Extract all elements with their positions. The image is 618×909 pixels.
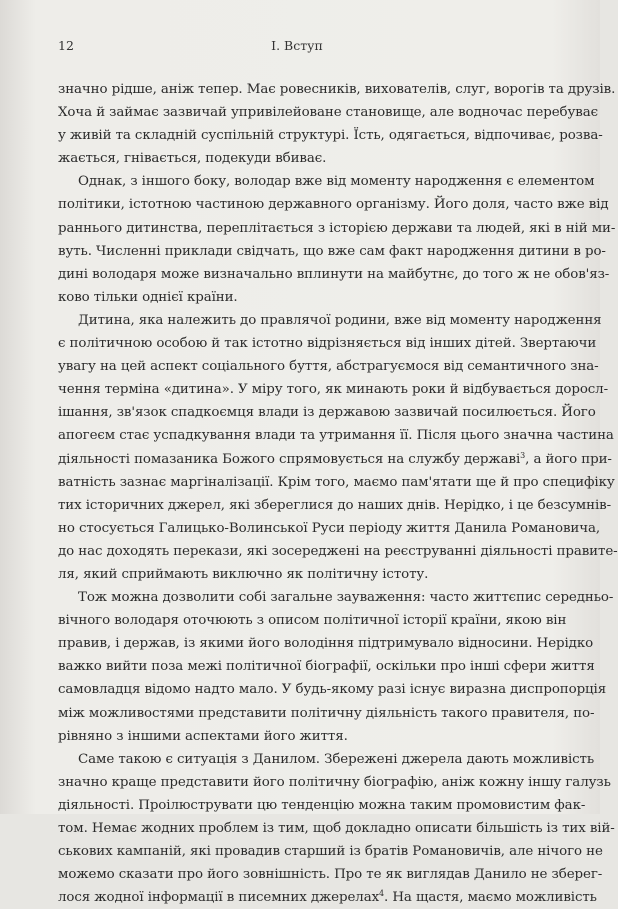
text-line: значно краще представити його політичну біографію, аніж кожну іншу галузь — [58, 774, 611, 790]
text-line: вічного володаря оточюють з описом політичної історії країни, якою він — [58, 613, 567, 629]
text-line: діяльності. Проілюструвати цю тенденцію можна таким промовистим фак- — [58, 797, 586, 813]
section-title: I. Вступ — [271, 38, 323, 53]
text-line: вуть. Численні приклади свідчать, що вже сам факт народження дитини в ро- — [58, 243, 606, 259]
text-line: можемо сказати про його зовнішність. Про те як виглядав Данило не зберег- — [58, 867, 603, 883]
text-line: чення терміна «дитина». У міру того, як минають роки й відбувається доросл- — [58, 382, 609, 398]
text-line: ля, який сприймають виключно як політичну істоту. — [58, 566, 429, 582]
text-line: Хоча й займає зазвичай упривілейоване становище, але водночас перебуває — [58, 105, 599, 121]
text-line: правив, і держав, із якими його володіння підтримувало відносини. Нерідко — [58, 636, 594, 652]
text-line: самовладця відомо надто мало. У будь-якому разі існує виразна диспропорція — [58, 682, 607, 698]
text-line-with-footnote — [58, 448, 612, 471]
paragraph — [58, 309, 618, 586]
text-line: Однак, з іншого боку, володар вже від моменту народження є елементом — [78, 174, 595, 190]
footnote-ref-4[interactable]: 4 — [379, 889, 385, 899]
text-line-end: , а його при- — [525, 451, 612, 467]
text-line: важко вийти поза межі політичної біографії, оскільки про інші сфери життя — [58, 659, 595, 675]
text-line: є політичною особою й так істотно відрізняється від інших дітей. Звертаючи — [58, 336, 597, 352]
paragraph — [58, 586, 614, 748]
text-line: між можливостями представити політичну діяльність такого правителя, по- — [58, 705, 595, 721]
text-line: жається, гнівається, подекуди вбиває. — [58, 151, 327, 167]
text-line: у живій та складній суспільній структурі. Їсть, одягається, відпочиває, розва- — [58, 128, 603, 144]
text-line: рівняно з іншими аспектами його життя. — [58, 728, 348, 744]
text-line-start: діяльності помазаника Божого спрямовується на службу державі — [58, 451, 521, 467]
text-line: Тож можна дозволити собі загальне зауваження: часто життєпис середньо- — [78, 590, 614, 606]
footnote-ref-3[interactable]: 3 — [520, 450, 526, 460]
paragraph — [58, 170, 616, 309]
text-line: політики, істотною частиною державного організму. Його доля, часто вже від — [58, 197, 609, 213]
text-line: Дитина, яка належить до правлячої родини, вже від моменту народження — [78, 312, 602, 328]
text-line-end: . На щастя, маємо можливість — [384, 890, 597, 906]
text-line: дині володаря може визначально вплинути на майбутнє, до того ж не обов'яз- — [58, 266, 610, 282]
text-line: тих історичних джерел, які збереглися до наших днів. Нерідко, і це безсумнів- — [58, 497, 611, 513]
text-line: увагу на цей аспект соціального буття, абстрагуємося від семантичного зна- — [58, 359, 599, 375]
text-line: Саме такою є ситуація з Данилом. Збережені джерела дають можливість — [78, 751, 595, 767]
running-head — [58, 38, 536, 58]
body-text — [58, 78, 618, 909]
paragraph — [58, 748, 615, 909]
text-line: но стосується Галицько-Волинської Руси періоду життя Данила Романовича, — [58, 520, 601, 536]
text-line-start: лося жодної інформації в писемних джерелах — [58, 890, 380, 906]
text-line: значно рідше, аніж тепер. Має ровесників, вихователів, слуг, ворогів та друзів. — [58, 82, 616, 97]
text-line: апогеєм стає успадкування влади та утримання її. Після цього значна частина — [58, 428, 614, 444]
text-line: ішання, зв'язок спадкоємця влади із державою зазвичай посилюється. Його — [58, 405, 596, 421]
page-number: 12 — [58, 38, 74, 53]
text-line: ськових кампаній, які провадив старший із братів Романовичів, але нічого не — [58, 844, 603, 860]
text-line: до нас доходять перекази, які зосереджені на реєструванні діяльності правите- — [58, 543, 618, 559]
text-line: ково тільки однієї країни. — [58, 289, 238, 305]
paragraph — [58, 78, 616, 170]
text-line-with-footnote — [58, 886, 597, 909]
text-line: ватність зазнає маргіналізації. Крім того, маємо пам'ятати ще й про специфіку — [58, 474, 615, 490]
text-line: том. Немає жодних проблем із тим, щоб докладно описати більшість із тих вій- — [58, 821, 615, 836]
text-line: раннього дитинства, переплітається з історією держави та людей, які в ній ми- — [58, 220, 616, 236]
